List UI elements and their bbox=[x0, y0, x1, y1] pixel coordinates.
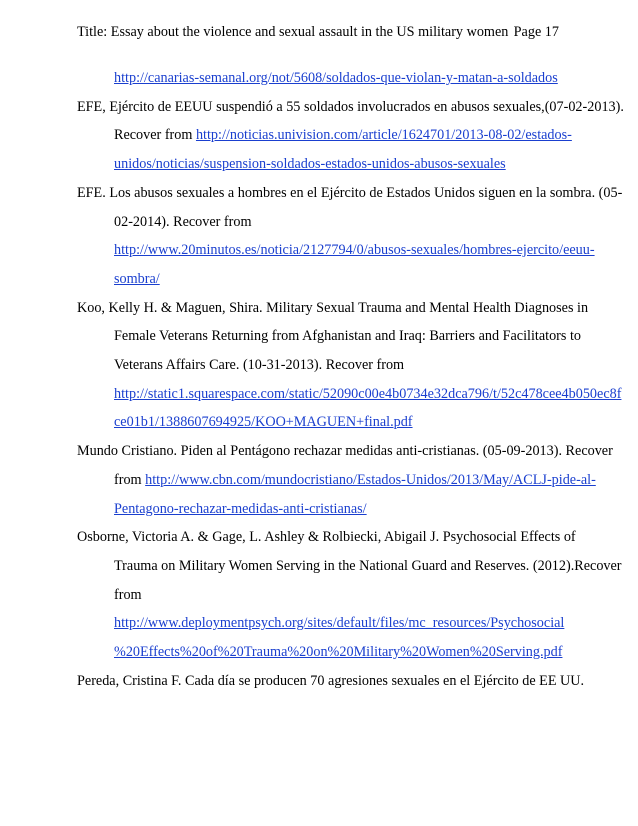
reference-continuation-line bbox=[114, 240, 595, 260]
reference-entry-line bbox=[77, 298, 588, 318]
reference-text: Pereda, Cristina F. Cada día se producen 70 agresiones sexuales en el Ejército de EE UU. bbox=[77, 672, 585, 689]
reference-continuation-line bbox=[114, 269, 160, 289]
reference-text: from bbox=[114, 471, 146, 488]
reference-text: Recover from bbox=[114, 127, 196, 144]
reference-text: 02-2014). Recover from bbox=[114, 213, 252, 230]
reference-continuation-line bbox=[114, 613, 564, 633]
reference-continuation-line bbox=[114, 412, 413, 432]
reference-continuation-line bbox=[114, 125, 572, 145]
header-title: Title: Essay about the violence and sexual assault in the US military women bbox=[77, 24, 509, 40]
reference-text: Koo, Kelly H. & Maguen, Shira. Military Sexual Trauma and Mental Health Diagnoses in bbox=[77, 299, 589, 316]
reference-link[interactable]: unidos/noticias/suspension-soldados-estados-unidos-abusos-sexuales bbox=[114, 156, 506, 173]
reference-continuation-line bbox=[114, 642, 562, 662]
reference-continuation-line bbox=[114, 154, 506, 174]
reference-entry-line bbox=[77, 183, 622, 203]
reference-entry-line bbox=[77, 527, 576, 547]
reference-continuation-line bbox=[114, 212, 252, 232]
reference-text: Trauma on Military Women Serving in the National Guard and Reserves. (2012).Recover bbox=[114, 557, 622, 574]
reference-continuation-line bbox=[114, 470, 596, 490]
reference-link[interactable]: http://static1.squarespace.com/static/52090c00e4b0734e32dca796/t/52c478cee4b050ec8f bbox=[114, 385, 622, 402]
reference-link[interactable]: sombra/ bbox=[114, 270, 160, 287]
reference-text: EFE. Los abusos sexuales a hombres en el Ejército de Estados Unidos siguen en la sombra. (05- bbox=[77, 184, 623, 201]
reference-continuation-line bbox=[114, 556, 622, 576]
reference-link[interactable]: http://canarias-semanal.org/not/5608/soldados-que-violan-y-matan-a-soldados bbox=[114, 70, 558, 86]
reference-continuation-line bbox=[114, 499, 367, 519]
reference-entry-line bbox=[77, 671, 584, 691]
reference-continuation-line bbox=[114, 384, 621, 404]
reference-continuation-line bbox=[114, 326, 581, 346]
reference-text: from bbox=[114, 586, 142, 603]
reference-link[interactable]: Pentagono-rechazar-medidas-anti-cristianas/ bbox=[114, 500, 367, 517]
reference-link[interactable]: http://www.cbn.com/mundocristiano/Estados-Unidos/2013/May/ACLJ-pide-al- bbox=[145, 471, 596, 488]
header-page-number: Page 17 bbox=[513, 24, 559, 40]
reference-link[interactable]: %20Effects%20of%20Trauma%20on%20Military%20Women%20Serving.pdf bbox=[114, 644, 563, 660]
reference-text: EFE, Ejército de EEUU suspendió a 55 soldados involucrados en abusos sexuales,(07-02-2013). bbox=[77, 98, 624, 115]
reference-link[interactable]: http://www.deploymentpsych.org/sites/default/files/mc_resources/Psychosocial bbox=[114, 615, 565, 632]
reference-text: Female Veterans Returning from Afghanistan and Iraq: Barriers and Facilitators to bbox=[114, 328, 582, 345]
reference-entry-line bbox=[77, 97, 624, 117]
reference-text: Veterans Affairs Care. (10-31-2013). Recover from bbox=[114, 357, 405, 373]
reference-continuation-line bbox=[114, 68, 558, 88]
reference-link[interactable]: ce01b1/1388607694925/KOO+MAGUEN+final.pdf bbox=[114, 414, 413, 431]
reference-continuation-line bbox=[114, 355, 404, 375]
reference-link[interactable]: http://www.20minutos.es/noticia/2127794/0/abusos-sexuales/hombres-ejercito/eeuu- bbox=[114, 242, 595, 259]
reference-text: Osborne, Victoria A. & Gage, L. Ashley & Rolbiecki, Abigail J. Psychosocial Effects of bbox=[77, 529, 576, 546]
page-header bbox=[77, 20, 559, 44]
reference-text: Mundo Cristiano. Piden al Pentágono rechazar medidas anti-cristianas. (05-09-2013). Recover bbox=[77, 443, 613, 460]
reference-continuation-line bbox=[114, 585, 142, 605]
reference-link[interactable]: http://noticias.univision.com/article/1624701/2013-08-02/estados- bbox=[195, 127, 572, 144]
reference-entry-line bbox=[77, 441, 613, 461]
